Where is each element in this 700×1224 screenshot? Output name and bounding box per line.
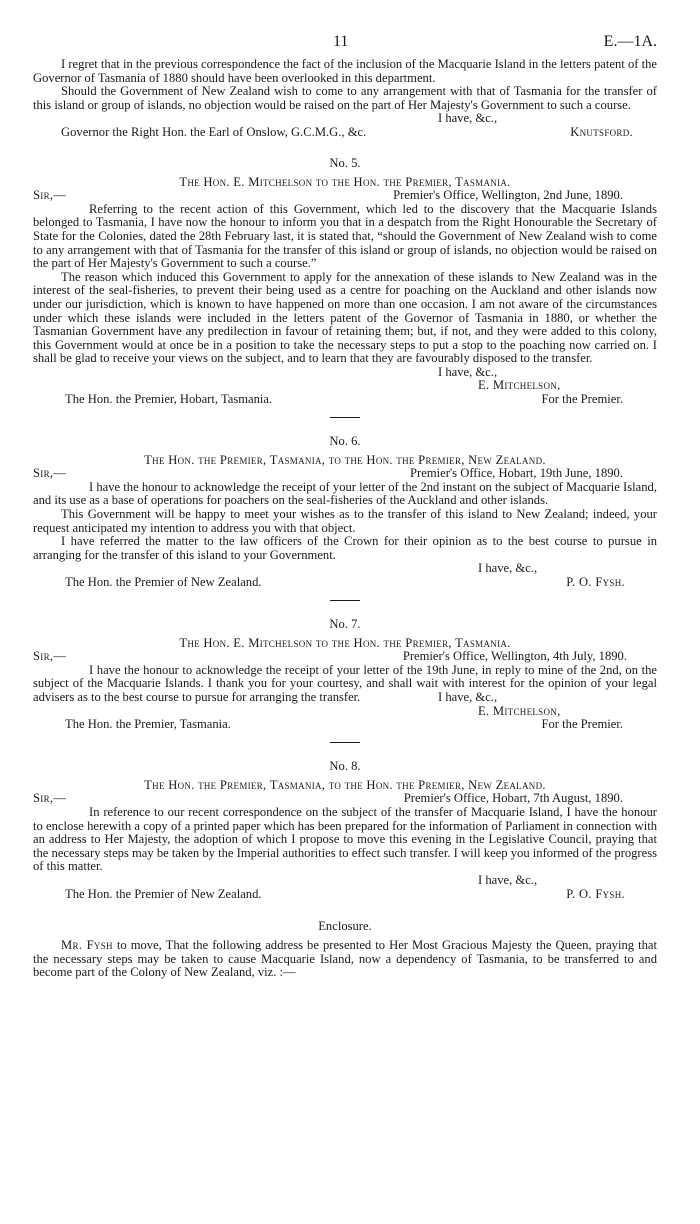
- sign-role: For the Premier.: [541, 717, 623, 732]
- letter-no7: [33, 617, 657, 743]
- letter-heading: The Hon. E. Mitchelson to the Hon. the Premier, Tasmania.: [179, 174, 511, 189]
- letter-no6: [33, 434, 657, 601]
- enclosure-text: to move, That the following address be presented to Her Most Gracious Majesty the Queen, praying that the necessary steps may be taken to cause Macquarie Island, now a dependency of Tasmania, to be transferred to and become part of the Colony of New Zealand, viz. :—: [33, 938, 657, 980]
- letter-number: No. 7.: [329, 616, 361, 631]
- closing: I have, &c.,: [478, 561, 538, 576]
- dateline: Premier's Office, Wellington, 2nd June, 1890.: [393, 188, 623, 203]
- paragraph: The reason which induced this Government to apply for the annexation of these islands to New Zealand was in the interest of the seal-fisheries, to prevent their being used as a centre for poaching on the Auckland and other islands now under our jurisdiction, which is known to have happened on more than one occasion. I am not aware of the circumstances under which these islands were included in the letters patent of the Governor of Tasmania in 1880, or whether the Tasmanian Government have any predilection in favour of retaining them; but, if not, and they were added to this colony, this Government would at once be in a position to take the necessary steps to put a stop to the poaching now carried on. I shall be glad to receive your views on the subject, and to learn that they are favourably disposed to the transfer.: [33, 269, 657, 366]
- letter-number: No. 6.: [329, 433, 361, 448]
- addressee: The Hon. the Premier of New Zealand.: [65, 575, 262, 589]
- letter-no5: [33, 156, 657, 418]
- closing: I have, &c.,: [438, 364, 498, 379]
- sign-role: For the Premier.: [541, 392, 623, 407]
- signature: E. Mitchelson,: [478, 378, 561, 393]
- paragraph: I have the honour to acknowledge the receipt of your letter of the 2nd instant on the subject of Macquarie Island, and its use as a base of operations for poachers on the seal-fisheries of the Auckland and other islands.: [33, 479, 657, 508]
- signature: P. O. Fysh.: [566, 575, 625, 589]
- paragraph: In reference to our recent correspondence on the subject of the transfer of Macquarie Island, I have the honour to enclose herewith a copy of a printed paper which has been prepared for the information of Parliament in connection with an address to Her Majesty, the adoption of which I propose to move this evening in the Legislative Council, praying that the necessary steps may be taken by the Imperial authorities to effect such transfer. I will keep you informed of the progress of this matter.: [33, 804, 657, 874]
- enclosure-title: Enclosure.: [318, 919, 372, 934]
- paragraph: This Government will be happy to meet your wishes as to the transfer of this island to New Zealand; indeed, your request anticipated my intention to address you with that object.: [33, 507, 657, 535]
- page-header: [33, 0, 657, 58]
- signature: Knutsford.: [570, 124, 633, 139]
- salutation: Sir,—: [33, 791, 67, 806]
- divider: [330, 600, 360, 601]
- addressee: The Hon. the Premier of New Zealand.: [65, 886, 262, 901]
- salutation: Sir,—: [33, 466, 67, 481]
- salutation: Sir,—: [33, 188, 67, 203]
- addressee: The Hon. the Premier, Tasmania.: [65, 717, 231, 732]
- enclosure: [33, 919, 657, 980]
- paragraph: I regret that in the previous correspondence the fact of the inclusion of the Macquarie Island in the letters patent of the Governor of Tasmania of 1880 should have been overlooked in this department.: [33, 57, 657, 85]
- document-reference: E.—1A.: [603, 33, 657, 50]
- page-number: 11: [333, 33, 349, 50]
- divider: [330, 417, 360, 418]
- letter-no8: [33, 759, 657, 901]
- letter-heading: The Hon. the Premier, Tasmania, to the Hon. the Premier, New Zealand.: [144, 777, 546, 792]
- closing: I have, &c.,: [478, 872, 538, 887]
- paragraph: I have the honour to acknowledge the receipt of your letter of the 19th June, in reply to mine of the 2nd, on the subject of the Macquarie Islands. I thank you for your courtesy, and shall wait with interest for the opinion of your legal advisers as to the best course to pursue for arranging the transfer.: [33, 662, 657, 704]
- closing: I have, &c.,: [438, 689, 498, 704]
- divider: [330, 742, 360, 743]
- letter-prev: [33, 58, 657, 140]
- letter-heading: The Hon. E. Mitchelson to the Hon. the Premier, Tasmania.: [179, 635, 511, 650]
- paragraph: I have referred the matter to the law officers of the Crown for their opinion as to the best course to pursue in arranging for the transfer of this island to your Government.: [33, 534, 657, 562]
- closing: I have, &c.,: [438, 111, 498, 126]
- dateline: Premier's Office, Hobart, 19th June, 1890.: [410, 466, 623, 481]
- document-page: [33, 0, 657, 980]
- paragraph: Should the Government of New Zealand wish to come to any arrangement with that of Tasmania for the transfer of this island or group of islands, no objection would be raised on the part of Her Majesty's Government to such a course.: [33, 84, 657, 112]
- letter-number: No. 8.: [329, 758, 361, 773]
- signature: P. O. Fysh.: [566, 886, 625, 901]
- mover-name: Mr. Fysh: [61, 938, 113, 953]
- letter-number: No. 5.: [329, 155, 361, 170]
- paragraph: Referring to the recent action of this Government, which led to the discovery that the Macquarie Islands belonged to Tasmania, I have now the honour to inform you that in a despatch from the Right Honourable the Secretary of State for the Colonies, dated the 28th February last, it is stated that, “should the Government of New Zealand wish to come to any arrangement with that of Tasmania for the transfer of this island or group of islands, no objection would be raised on the part of Her Majesty's Government to such a course.”: [33, 201, 657, 271]
- letter-heading: The Hon. the Premier, Tasmania, to the Hon. the Premier, New Zealand.: [144, 452, 546, 467]
- addressee: The Hon. the Premier, Hobart, Tasmania.: [65, 392, 273, 407]
- dateline: Premier's Office, Hobart, 7th August, 1890.: [403, 791, 623, 806]
- signature: E. Mitchelson,: [478, 703, 561, 718]
- addressee: Governor the Right Hon. the Earl of Onslow, G.C.M.G., &c.: [61, 124, 367, 139]
- salutation: Sir,—: [33, 649, 67, 664]
- dateline: Premier's Office, Wellington, 4th July, 1890.: [402, 649, 627, 664]
